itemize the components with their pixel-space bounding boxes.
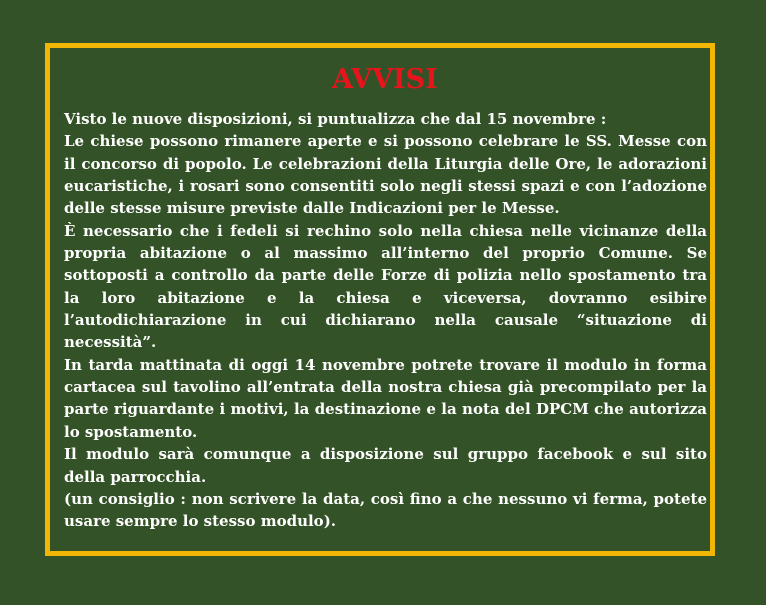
notice-title: AVVISI xyxy=(332,64,438,95)
notice-paragraph-form-available: In tarda mattinata di oggi 14 novembre potrete trovare il modulo in forma cartacea sul tavolino all’entrata della nostra chiesa già precompilato per la parte riguardante i motivi, la destinazione e la nota del DPCM che autorizza lo spostamento. xyxy=(64,355,707,441)
notice-paragraph-intro: Visto le nuove disposizioni, si puntualizza che dal 15 novembre : xyxy=(64,110,607,128)
notice-paragraph-churches-open: Le chiese possono rimanere aperte e si possono celebrare le SS. Messe con il concorso di popolo. Le celebrazioni della Liturgia delle Ore, le adorazioni eucaristiche, i rosari sono consentiti solo negli stessi spazi e con l’adozione delle stesse misure previste dalle Indicazioni per le Messe. xyxy=(64,132,707,218)
notice-paragraph-advice: (un consiglio : non scrivere la data, così fino a che nessuno vi ferma, potete usare sempre lo stesso modulo). xyxy=(64,489,707,531)
notice-paragraph-online-form: Il modulo sarà comunque a disposizione sul gruppo facebook e sul sito della parrocchia. xyxy=(64,445,707,486)
notice-paragraph-nearby-church: È necessario che i fedeli si rechino solo nella chiesa nelle vicinanze della propria abitazione o al massimo all’interno del proprio Comune. Se sottoposti a controllo da parte delle Forze di polizia nello spostamento tra la loro abitazione e la chiesa e viceversa, dovranno esibire l’autodichiarazione in cui dichiarano nella causale “situazione di necessità”. xyxy=(64,221,707,352)
notice-board xyxy=(45,43,715,556)
notice-body xyxy=(64,108,707,533)
